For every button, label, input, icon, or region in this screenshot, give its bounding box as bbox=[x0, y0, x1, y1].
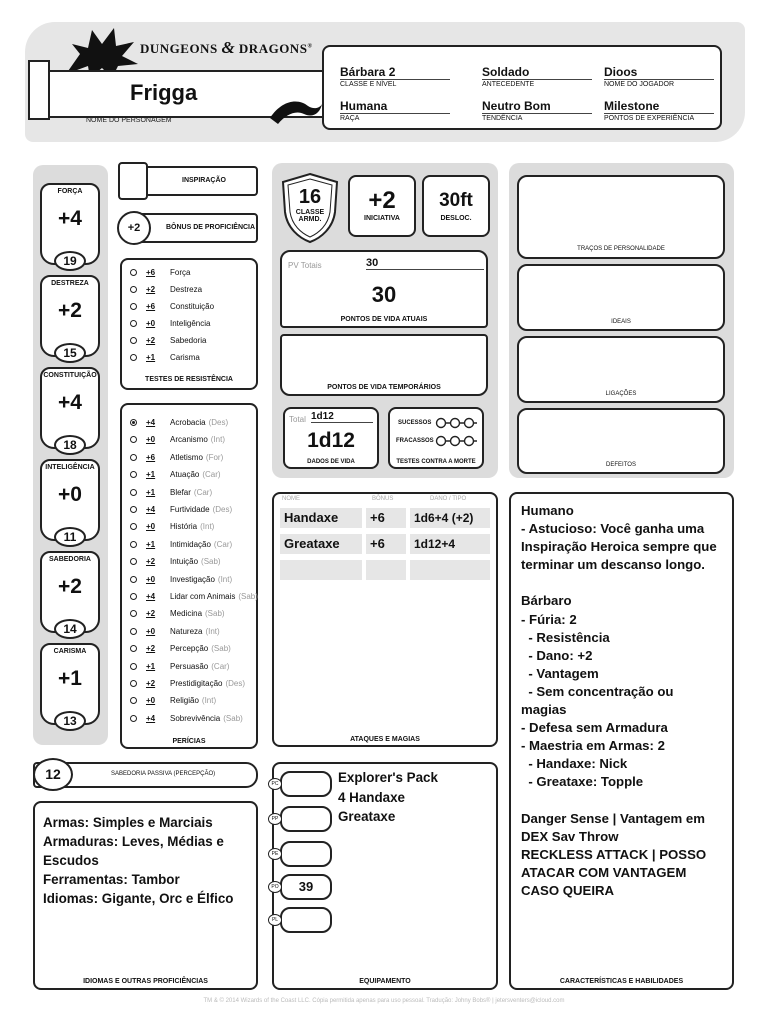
skill-name: Arcanismo bbox=[170, 435, 208, 445]
skill-attribute: (Int) bbox=[205, 626, 220, 636]
passive-perception-label: SABEDORIA PASSIVA (PERCEPÇÃO) bbox=[111, 771, 216, 777]
proficiency-dot[interactable] bbox=[130, 269, 137, 276]
attribute-modifier: +2 bbox=[58, 299, 82, 322]
proficiency-dot[interactable] bbox=[130, 628, 137, 635]
skill-value: +6 bbox=[146, 452, 156, 462]
proficiency-dot[interactable] bbox=[130, 645, 137, 652]
experience-label: PONTOS DE EXPERIÊNCIA bbox=[604, 113, 714, 122]
attribute-name: CONSTITUIÇÃO bbox=[43, 372, 97, 379]
proficiency-dot[interactable] bbox=[130, 697, 137, 704]
skill-value: +4 bbox=[146, 592, 156, 601]
skill-row[interactable] bbox=[130, 696, 216, 705]
skill-attribute: (Car) bbox=[193, 487, 213, 497]
proficiency-dot[interactable] bbox=[130, 663, 137, 670]
skill-name: Sobrevivência bbox=[170, 713, 221, 723]
attribute-charisma[interactable] bbox=[40, 643, 100, 731]
skill-value: +4 bbox=[146, 713, 156, 723]
skill-value: +1 bbox=[146, 539, 156, 549]
attribute-constitution[interactable] bbox=[40, 367, 100, 455]
attribute-score: 13 bbox=[54, 711, 86, 731]
proficiency-dot[interactable] bbox=[130, 558, 137, 565]
skill-attribute: (Sab) bbox=[201, 557, 221, 567]
saving-throw-row[interactable] bbox=[130, 302, 214, 311]
saving-throw-value: +2 bbox=[146, 285, 156, 294]
armor-class-value: 16 bbox=[298, 186, 322, 208]
skill-value: +1 bbox=[146, 661, 156, 671]
temp-hp-field[interactable] bbox=[280, 334, 488, 396]
attack-name[interactable] bbox=[280, 560, 362, 580]
hp-current-label: PONTOS DE VIDA ATUAIS bbox=[340, 316, 428, 323]
bonds-field[interactable] bbox=[517, 336, 725, 403]
coin-electrum[interactable] bbox=[280, 841, 332, 867]
coin-gold[interactable]: 39 bbox=[280, 874, 332, 900]
dragon-ornament-icon bbox=[268, 96, 324, 126]
skill-row[interactable] bbox=[130, 435, 225, 444]
proficiency-dot[interactable] bbox=[130, 419, 137, 426]
proficiency-dot[interactable] bbox=[130, 506, 137, 513]
saving-throw-name: Carisma bbox=[170, 353, 200, 362]
temp-hp-label: PONTOS DE VIDA TEMPORÁRIOS bbox=[327, 384, 441, 391]
skill-attribute: (Int) bbox=[210, 435, 226, 445]
race-value: Humana bbox=[340, 99, 388, 113]
class-level-value: Bárbara 2 bbox=[340, 65, 396, 79]
attribute-intelligence[interactable] bbox=[40, 459, 100, 547]
features-caption: CARACTERÍSTICAS E HABILIDADES bbox=[559, 978, 684, 985]
coin-platinum-tag: PL bbox=[268, 914, 282, 926]
armor-class-field[interactable] bbox=[279, 186, 341, 223]
saving-throws-box bbox=[120, 258, 258, 390]
skill-row[interactable] bbox=[130, 540, 232, 549]
saving-throw-row[interactable] bbox=[130, 353, 200, 362]
skill-attribute: (Des) bbox=[208, 418, 229, 427]
coin-silver-tag: PP bbox=[268, 813, 282, 825]
attribute-modifier: +2 bbox=[58, 575, 82, 598]
coin-gold-tag: PO bbox=[268, 881, 282, 893]
skill-attribute: (Int) bbox=[200, 522, 215, 532]
initiative-value: +2 bbox=[368, 187, 396, 214]
skill-name: Intimidação bbox=[170, 539, 211, 549]
death-save-circles-icon[interactable] bbox=[435, 417, 481, 449]
attacks-caption: ATAQUES E MAGIAS bbox=[350, 736, 420, 743]
attribute-name: SABEDORIA bbox=[48, 556, 91, 563]
alignment-field[interactable] bbox=[482, 99, 592, 122]
proficiency-dot[interactable] bbox=[130, 541, 137, 548]
skill-value: +0 bbox=[146, 696, 156, 706]
saving-throw-value: +6 bbox=[146, 268, 156, 277]
proficiency-dot[interactable] bbox=[130, 610, 137, 617]
skill-attribute: (Des) bbox=[212, 505, 233, 514]
saving-throw-value: +1 bbox=[146, 353, 156, 362]
attribute-name: INTELIGÊNCIA bbox=[45, 464, 95, 471]
experience-field[interactable] bbox=[604, 99, 714, 122]
logo-text-2: DRAGONS bbox=[238, 41, 308, 56]
skill-name: Percepção bbox=[170, 644, 209, 654]
hp-max-value[interactable]: 30 bbox=[366, 257, 484, 270]
skill-value: +0 bbox=[146, 626, 156, 636]
logo-text-1: DUNGEONS bbox=[140, 41, 218, 56]
hit-dice-total-label: Total bbox=[289, 415, 306, 424]
skill-row[interactable] bbox=[130, 714, 243, 723]
skill-row[interactable] bbox=[130, 522, 214, 531]
speed-value: 30ft bbox=[439, 190, 473, 211]
saving-throw-name: Destreza bbox=[170, 285, 203, 294]
skill-name: Atuação bbox=[170, 470, 200, 480]
skill-value: +1 bbox=[146, 470, 156, 480]
skill-name: Blefar bbox=[170, 487, 191, 497]
death-saves-label: TESTES CONTRA A MORTE bbox=[396, 459, 476, 465]
proficiencies-box[interactable] bbox=[33, 801, 258, 990]
skill-attribute: (Car) bbox=[213, 539, 233, 549]
bonds-label: LIGAÇÕES bbox=[605, 391, 637, 397]
proficiencies-caption: IDIOMAS E OUTRAS PROFICIÊNCIAS bbox=[83, 978, 208, 985]
proficiency-dot[interactable] bbox=[130, 303, 137, 310]
skill-row[interactable] bbox=[130, 592, 258, 601]
hit-dice-value: 1d12 bbox=[307, 429, 355, 452]
alignment-value: Neutro Bom bbox=[482, 99, 551, 113]
attack-damage[interactable] bbox=[410, 560, 490, 580]
personality-traits-label: TRAÇOS DE PERSONALIDADE bbox=[577, 246, 665, 252]
logo-ampersand: & bbox=[221, 38, 236, 57]
speed-label: DESLOC. bbox=[440, 215, 472, 222]
hp-max-label: PV Totais bbox=[288, 261, 322, 270]
attribute-score: 18 bbox=[54, 435, 86, 455]
skill-row[interactable] bbox=[130, 575, 232, 584]
attack-name[interactable]: Handaxe bbox=[280, 508, 362, 528]
attacks-col-bonus: BÔNUS bbox=[372, 496, 394, 502]
saving-throw-value: +6 bbox=[146, 302, 156, 311]
race-label: RAÇA bbox=[340, 113, 450, 122]
attack-damage[interactable]: 1d6+4 (+2) bbox=[410, 508, 490, 528]
skill-attribute: (Int) bbox=[217, 574, 233, 584]
armor-class-label-1: CLASSE bbox=[295, 209, 325, 216]
coin-copper[interactable] bbox=[280, 771, 332, 797]
character-info-box bbox=[322, 45, 722, 130]
dnd-logo bbox=[140, 38, 312, 58]
skill-value: +2 bbox=[146, 679, 156, 688]
attribute-modifier: +4 bbox=[58, 391, 82, 414]
proficiency-dot[interactable] bbox=[130, 471, 137, 478]
skills-caption: PERÍCIAS bbox=[172, 738, 206, 745]
skill-name: Persuasão bbox=[170, 661, 209, 671]
skill-row[interactable] bbox=[130, 627, 220, 636]
hp-current-value: 30 bbox=[371, 282, 397, 307]
skill-name: História bbox=[170, 522, 198, 532]
saving-throw-value: +0 bbox=[146, 319, 156, 328]
speed-field[interactable] bbox=[422, 175, 490, 237]
player-name-field[interactable] bbox=[604, 65, 714, 88]
attack-bonus[interactable] bbox=[366, 560, 406, 580]
proficiency-dot[interactable] bbox=[130, 593, 137, 600]
proficiency-dot[interactable] bbox=[130, 680, 137, 687]
skill-attribute: (Car) bbox=[211, 661, 230, 671]
proficiency-dot[interactable] bbox=[130, 715, 137, 722]
coin-platinum[interactable] bbox=[280, 907, 332, 933]
hit-dice-total-value: 1d12 bbox=[311, 411, 373, 423]
saving-throw-row[interactable] bbox=[130, 285, 202, 294]
inspiration-checkbox[interactable] bbox=[118, 162, 148, 200]
proficiency-dot[interactable] bbox=[130, 523, 137, 530]
attribute-score: 15 bbox=[54, 343, 86, 363]
alignment-label: TENDÊNCIA bbox=[482, 113, 592, 122]
proficiency-dot[interactable] bbox=[130, 576, 137, 583]
skills-box bbox=[120, 403, 258, 749]
skill-name: Intuição bbox=[170, 557, 199, 567]
coin-copper-tag: PC bbox=[268, 778, 282, 790]
flaws-field[interactable] bbox=[517, 408, 725, 474]
skill-attribute: (Car) bbox=[202, 470, 221, 480]
death-fail-label: FRACASSOS bbox=[396, 438, 434, 444]
initiative-label: INICIATIVA bbox=[364, 215, 400, 222]
saving-throw-row[interactable] bbox=[130, 268, 190, 277]
attacks-col-name: NOME bbox=[282, 496, 300, 502]
attribute-modifier: +0 bbox=[58, 483, 82, 506]
skill-attribute: (Int) bbox=[201, 696, 217, 706]
personality-traits-field[interactable] bbox=[517, 175, 725, 259]
attacks-box bbox=[272, 492, 498, 747]
skill-value: +4 bbox=[146, 505, 156, 514]
attribute-dexterity[interactable] bbox=[40, 275, 100, 363]
skill-row[interactable] bbox=[130, 418, 228, 427]
skill-row[interactable] bbox=[130, 644, 231, 653]
attribute-score: 14 bbox=[54, 619, 86, 639]
inspiration-label: INSPIRAÇÃO bbox=[182, 177, 226, 184]
attribute-score: 19 bbox=[54, 251, 86, 271]
skill-attribute: (For) bbox=[205, 452, 224, 462]
saving-throw-name: Sabedoria bbox=[170, 336, 207, 345]
skill-name: Medicina bbox=[170, 609, 203, 619]
skill-value: +0 bbox=[146, 435, 156, 445]
armor-class-label-2: ARMD. bbox=[298, 216, 322, 223]
skill-attribute: (Sab) bbox=[238, 592, 258, 601]
saving-throw-value: +2 bbox=[146, 336, 156, 345]
proficiency-dot[interactable] bbox=[130, 354, 137, 361]
skill-row[interactable] bbox=[130, 557, 221, 566]
skill-value: +4 bbox=[146, 418, 156, 427]
skill-name: Prestidigitação bbox=[170, 679, 223, 688]
saving-throw-row[interactable] bbox=[130, 336, 206, 345]
attribute-modifier: +4 bbox=[58, 207, 82, 230]
class-level-field[interactable] bbox=[340, 65, 450, 88]
skill-row[interactable] bbox=[130, 609, 225, 618]
skill-value: +2 bbox=[146, 609, 156, 619]
skill-row[interactable] bbox=[130, 505, 232, 514]
character-name[interactable]: Frigga bbox=[130, 80, 198, 105]
skill-value: +1 bbox=[146, 487, 156, 497]
background-field[interactable] bbox=[482, 65, 592, 88]
attribute-name: FORÇA bbox=[57, 188, 83, 195]
skill-name: Religião bbox=[170, 696, 199, 706]
saving-throw-name: Força bbox=[170, 268, 191, 277]
attribute-name: CARISMA bbox=[53, 648, 87, 655]
flaws-label: DEFEITOS bbox=[606, 462, 636, 468]
logo-mark: ® bbox=[307, 43, 313, 50]
saving-throws-caption: TESTES DE RESISTÊNCIA bbox=[145, 376, 233, 383]
hit-dice-label: DADOS DE VIDA bbox=[307, 459, 355, 465]
saving-throw-name: Constituição bbox=[170, 302, 215, 311]
attack-bonus[interactable]: +6 bbox=[366, 534, 406, 554]
proficiency-dot[interactable] bbox=[130, 454, 137, 461]
passive-perception-value[interactable]: 12 bbox=[33, 758, 73, 791]
skill-row[interactable] bbox=[130, 488, 212, 497]
attack-bonus[interactable]: +6 bbox=[366, 508, 406, 528]
features-text: Humano - Astucioso: Você ganha uma Inspiração Heroica sempre que terminar um descanso longo. Bárbaro - Fúria: 2 - Resistência - Dano: +2 - Vantagem - Sem concentração ou magias - Defesa sem Armadura - Maestria em Armas: 2 - Handaxe: Nick - Greataxe: Topple Danger Sense | Vantagem em DEX Sav Throw RECKLESS ATTACK | POSSO ATACAR COM VANTAGEM CASO QUEIRA bbox=[521, 503, 717, 898]
proficiency-dot[interactable] bbox=[130, 337, 137, 344]
skill-row[interactable] bbox=[130, 453, 223, 462]
ideals-label: IDEAIS bbox=[611, 319, 631, 325]
saving-throw-row[interactable] bbox=[130, 319, 210, 328]
skill-name: Furtividade bbox=[170, 505, 210, 514]
equipment-text: Explorer's Pack 4 Handaxe Greataxe bbox=[338, 770, 438, 824]
coin-silver[interactable] bbox=[280, 806, 332, 832]
features-box[interactable] bbox=[509, 492, 734, 990]
attribute-score: 11 bbox=[54, 527, 86, 547]
proficiency-dot[interactable] bbox=[130, 320, 137, 327]
attribute-modifier: +1 bbox=[58, 667, 82, 690]
initiative-field[interactable] bbox=[348, 175, 416, 237]
skill-attribute: (Des) bbox=[225, 679, 246, 688]
skill-name: Natureza bbox=[170, 626, 203, 636]
skill-name: Lidar com Animais bbox=[170, 592, 236, 601]
hit-dice-field[interactable] bbox=[283, 407, 379, 469]
character-name-label: NOME DO PERSONAGEM bbox=[86, 117, 172, 124]
current-hp-field[interactable] bbox=[280, 250, 488, 328]
skill-row[interactable] bbox=[130, 679, 245, 688]
skill-name: Atletismo bbox=[170, 452, 203, 462]
death-success-label: SUCESSOS bbox=[398, 420, 432, 426]
copyright-footer: TM & © 2014 Wizards of the Coast LLC. Cópia permitida apenas para uso pessoal. Tradução: Johny Bobs® | jetersventers@icloud.com bbox=[203, 998, 565, 1004]
proficiency-dot[interactable] bbox=[130, 489, 137, 496]
skill-row[interactable] bbox=[130, 662, 229, 671]
skill-attribute: (Sab) bbox=[205, 609, 225, 619]
skill-value: +2 bbox=[146, 557, 156, 567]
attack-name[interactable]: Greataxe bbox=[280, 534, 362, 554]
background-value: Soldado bbox=[482, 65, 530, 79]
equipment-caption: EQUIPAMENTO bbox=[359, 978, 411, 985]
skill-attribute: (Sab) bbox=[211, 644, 231, 654]
proficiency-dot[interactable] bbox=[130, 436, 137, 443]
proficiency-dot[interactable] bbox=[130, 286, 137, 293]
skill-row[interactable] bbox=[130, 470, 221, 479]
background-label: ANTECEDENTE bbox=[482, 79, 592, 88]
proficiencies-text: Armas: Simples e Marciais Armaduras: Leves, Médias e Escudos Ferramentas: Tambor Idiomas: Gigante, Orc e Élfico bbox=[43, 815, 234, 906]
traits-panel bbox=[509, 163, 734, 478]
skill-value: +0 bbox=[146, 522, 156, 532]
proficiency-bonus-value[interactable]: +2 bbox=[117, 211, 151, 245]
attribute-name: DESTREZA bbox=[51, 280, 89, 287]
skill-name: Acrobacia bbox=[170, 418, 206, 427]
skill-attribute: (Sab) bbox=[223, 713, 243, 723]
proficiency-label: BÔNUS DE PROFICIÊNCIA bbox=[166, 224, 256, 231]
race-field[interactable] bbox=[340, 99, 450, 122]
class-level-label: CLASSE E NÍVEL bbox=[340, 79, 450, 88]
skill-name: Investigação bbox=[170, 574, 215, 584]
death-saves-field[interactable] bbox=[388, 407, 484, 469]
attribute-wisdom[interactable] bbox=[40, 551, 100, 639]
attacks-col-damage: DANO / TIPO bbox=[430, 496, 467, 502]
experience-value: Milestone bbox=[604, 99, 660, 113]
player-name-value: Dioos bbox=[604, 65, 638, 79]
attack-damage[interactable]: 1d12+4 bbox=[410, 534, 490, 554]
ideals-field[interactable] bbox=[517, 264, 725, 331]
coin-electrum-tag: PE bbox=[268, 848, 282, 860]
player-name-label: NOME DO JOGADOR bbox=[604, 79, 714, 88]
attribute-strength[interactable] bbox=[40, 183, 100, 271]
saving-throw-name: Inteligência bbox=[170, 319, 211, 328]
skill-value: +2 bbox=[146, 644, 156, 654]
skill-value: +0 bbox=[146, 574, 156, 584]
